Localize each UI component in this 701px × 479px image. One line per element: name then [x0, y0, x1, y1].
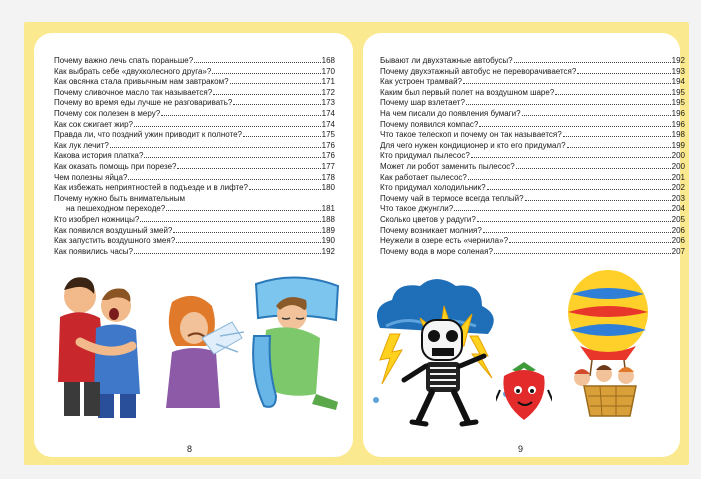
toc-entry[interactable]: Как овсянка стала привычным нам завтраком? 171 — [54, 77, 335, 87]
toc-entry[interactable]: Почему важно лечь спать пораньше? 168 — [54, 56, 335, 65]
toc-entry[interactable]: Почему возникает молния? 206 — [380, 225, 685, 235]
toc-entry[interactable]: Как сок сжигает жир? 174 — [54, 119, 335, 129]
toc-entry[interactable]: Кто придумал пылесос? 200 — [380, 151, 685, 161]
toc-entry[interactable]: Почему шар взлетает? 195 — [380, 98, 685, 108]
toc-entry[interactable]: Бывают ли двухэтажные автобусы? 192 — [380, 56, 685, 65]
skeleton-lightning-icon — [392, 300, 496, 430]
toc-entry[interactable]: Как запустить воздушного змея? 190 — [54, 236, 335, 246]
toc-entry[interactable]: Почему вода в море соленая? 207 — [380, 246, 685, 256]
left-page-number: 8 — [187, 444, 193, 454]
right-table-of-contents — [380, 56, 685, 257]
toc-entry[interactable]: Может ли робот заменить пылесос? 200 — [380, 161, 685, 171]
right-page-number: 9 — [518, 444, 524, 454]
toc-entry[interactable]: Почему двухэтажный автобус не переворачивается? 193 — [380, 66, 685, 76]
toc-entry[interactable]: Как устроен трамвай? 194 — [380, 77, 685, 87]
choking-boys-icon — [50, 272, 155, 420]
toc-entry[interactable]: Как появился воздушный змей? 189 — [54, 225, 335, 235]
toc-entry[interactable]: Что такое джунгли? 204 — [380, 204, 685, 214]
strawberry-icon — [496, 360, 552, 424]
toc-entry[interactable]: Как работает пылесос? 201 — [380, 172, 685, 182]
toc-entry[interactable]: Сколько цветов у радуги? 205 — [380, 214, 685, 224]
toc-entry[interactable]: Как выбрать себе «двухколесного друга»? 170 — [54, 66, 335, 76]
toc-entry[interactable]: Как лук лечит? 176 — [54, 140, 335, 150]
toc-entry[interactable]: Как избежать неприятностей в подъезде и в лифте? 180 — [54, 183, 335, 193]
left-table-of-contents — [54, 56, 335, 257]
toc-entry[interactable]: Каким был первый полет на воздушном шаре? 195 — [380, 87, 685, 97]
sleeping-boy-icon — [246, 276, 348, 412]
toc-entry[interactable]: Как оказать помощь при порезе? 177 — [54, 161, 335, 171]
sneezing-woman-icon — [154, 292, 246, 410]
toc-entry[interactable]: Что такое телескоп и почему он так называется? 198 — [380, 130, 685, 140]
toc-entry-line1[interactable]: Почему нужно быть внимательным — [54, 193, 185, 203]
toc-entry[interactable]: Для чего нужен кондиционер и кто его придумал? 199 — [380, 140, 685, 150]
toc-entry[interactable]: Кто придумал холодильник? 202 — [380, 183, 685, 193]
toc-entry[interactable]: Чем полезны яйца? 178 — [54, 172, 335, 182]
book-spine — [353, 33, 363, 457]
toc-entry[interactable]: На чем писали до появления бумаги? 196 — [380, 108, 685, 118]
toc-entry[interactable]: Неужели в озере есть «чернила»? 206 — [380, 236, 685, 246]
toc-entry[interactable]: Почему появился компас? 196 — [380, 119, 685, 129]
toc-entry[interactable]: Почему сливочное масло так называется? 172 — [54, 87, 335, 97]
toc-entry[interactable]: Почему сок полезен в меру? 174 — [54, 108, 335, 118]
toc-entry[interactable]: Какова история платка? 176 — [54, 151, 335, 161]
toc-entry[interactable]: Как появились часы? 192 — [54, 246, 335, 256]
hot-air-balloon-icon — [556, 270, 660, 430]
toc-entry[interactable]: Почему чай в термосе всегда теплый? 203 — [380, 193, 685, 203]
toc-entry[interactable]: Правда ли, что поздний ужин приводит к полноте? 175 — [54, 130, 335, 140]
toc-entry[interactable]: Кто изобрел ножницы? 188 — [54, 214, 335, 224]
toc-entry-line2[interactable]: на пешеходном переходе? 181 — [66, 204, 335, 214]
toc-entry[interactable]: Почему во время еды лучше не разговаривать? 173 — [54, 98, 335, 108]
